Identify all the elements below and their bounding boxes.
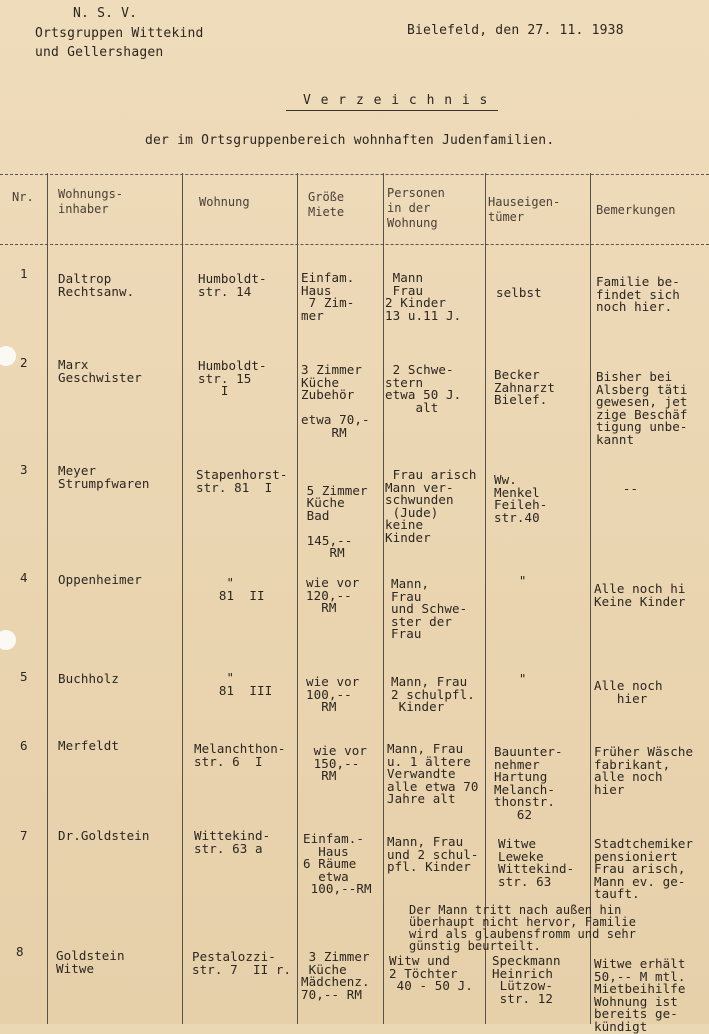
header-personen: Personen in der Wohnung [387,186,445,230]
row-2-inhaber: Marx Geschwister [58,357,142,385]
col-divider [297,173,298,1024]
row-7-eigentuemer: Witwe Leweke Wittekind- str. 63 [498,836,575,889]
row-1-eigentuemer: selbst [496,285,542,300]
row-2-groesse: 3 Zimmer Küche Zubehör etwa 70,- RM [301,362,370,440]
place-date: Bielefeld, den 27. 11. 1938 [407,23,624,38]
row-4-bemerkungen: Alle noch hi Keine Kinder [594,581,686,609]
punch-hole [0,346,16,366]
row-8-inhaber: Goldstein Witwe [56,948,125,976]
row-6-wohnung: Melanchthon- str. 6 I [194,741,286,769]
col-divider [47,173,48,1024]
row-1-inhaber: Daltrop Rechtsanw. [58,271,135,299]
row-2-wohnung: Humboldt- str. 15 I [198,358,267,398]
row-4-inhaber: Oppenheimer [58,572,142,587]
table-header-rule [0,244,709,245]
header-inhaber: Wohnungs- inhaber [58,187,124,216]
header-bemerkungen: Bemerkungen [596,203,676,217]
row-3-wohnung: Stapenhorst- str. 81 I [196,467,288,495]
row-8-personen: Witw und 2 Töchter 40 - 50 J. [389,953,473,993]
row-1-groesse: Einfam. Haus 7 Zim- mer [301,270,355,323]
row-3-eigentuemer: Ww. Menkel Feileh- str.40 [494,472,548,525]
row-8-wohnung: Pestalozzi- str. 7 II r. [192,949,292,977]
row-5-inhaber: Buchholz [58,671,120,686]
row-3-personen: Frau arisch Mann ver- schwunden (Jude) keine Kinder [385,467,477,545]
group-line-2: und Gellershagen [35,45,164,60]
row-8-eigentuemer: Speckmann Heinrich Lützow- str. 12 [492,953,561,1006]
row-6-inhaber: Merfeldt [58,738,120,753]
row-3-inhaber: Meyer Strumpfwaren [58,463,150,491]
row-7-inhaber: Dr.Goldstein [58,828,150,843]
row-7-groesse: Einfam.- Haus 6 Räume etwa 100,--RM [303,831,372,896]
org-name: N. S. V. [73,6,138,21]
row-7-personen: Mann, Frau und 2 schul- pfl. Kinder [387,834,479,874]
row-5-groesse: wie vor 100,-- RM [306,674,360,714]
row-2-eigentuemer: Becker Zahnarzt Bielef. [494,367,556,407]
row-5-personen: Mann, Frau 2 schulpfl. Kinder [391,674,475,714]
row-7-wohnung: Wittekind- str. 63 a [194,828,271,856]
header-wohnung: Wohnung [199,195,250,209]
row-6-personen: Mann, Frau u. 1 ältere Verwandte alle etwa 70 Jahre alt [387,741,479,806]
row-5-wohnung: " 81 III [218,670,273,698]
row-1-wohnung: Humboldt- str. 14 [198,271,267,299]
row-6-bemerkungen: Früher Wäsche fabrikant, alle noch hier [594,744,694,797]
row-4-wohnung: " 81 II [218,575,265,603]
row-6-nr: 6 [20,738,28,753]
row-3-groesse: 5 Zimmer Küche Bad 145,-- RM [306,482,368,560]
row-5-eigentuemer: " [496,671,527,686]
row-1-personen: Mann Frau 2 Kinder 13 u.11 J. [385,270,462,323]
title-underline [286,110,498,111]
row-7-remark: Der Mann tritt nach außen hin überhaupt nicht hervor, Familie wird als glaubensfromm und sehr günstig beurteilt. [409,903,637,953]
row-4-nr: 4 [20,570,28,585]
row-7-bemerkungen: Stadtchemiker pensioniert Frau arisch, Mann ev. ge- tauft. [594,836,694,901]
row-2-personen: 2 Schwe- stern etwa 50 J. alt [385,362,462,415]
row-3-nr: 3 [20,462,28,477]
header-eigentuemer: Hauseigen- tümer [488,195,561,224]
header-nr: Nr. [12,190,34,204]
row-6-groesse: wie vor 150,-- RM [313,743,368,783]
header-groesse: Größe Miete [308,190,345,219]
col-divider [182,173,183,1024]
row-4-personen: Mann, Frau und Schwe- ster der Frau [391,576,468,641]
row-8-bemerkungen: Witwe erhält 50,-- M mtl. Mietbeihilfe Wohnung ist bereits ge- kündigt [594,956,686,1034]
row-5-nr: 5 [20,669,28,684]
group-line-1: Ortsgruppen Wittekind [35,26,204,41]
document-subtitle: der im Ortsgruppenbereich wohnhaften Judenfamilien. [145,133,555,148]
row-7-nr: 7 [20,828,28,843]
row-4-groesse: wie vor 120,-- RM [306,575,360,615]
document-title: V e r z e i c h n i s [303,93,489,108]
punch-hole [0,630,16,650]
row-8-groesse: 3 Zimmer Küche Mädchenz. 70,-- RM [301,949,370,1002]
col-divider [485,173,486,1024]
col-divider [590,173,591,1024]
row-2-bemerkungen: Bisher bei Alsberg täti gewesen, jet zige Beschäf tigung unbe- kannt [596,369,688,447]
col-divider [383,173,384,1024]
row-4-eigentuemer: " [496,573,527,588]
row-5-bemerkungen: Alle noch hier [594,678,663,706]
row-1-bemerkungen: Familie be- findet sich noch hier. [596,274,680,314]
row-2-nr: 2 [20,355,28,370]
row-6-eigentuemer: Bauunter- nehmer Hartung Melanch- thonstr. 62 [494,744,563,822]
row-1-nr: 1 [20,266,28,281]
row-8-nr: 8 [16,944,24,959]
table-top-rule [0,174,709,175]
row-3-bemerkungen: -- [600,481,639,496]
